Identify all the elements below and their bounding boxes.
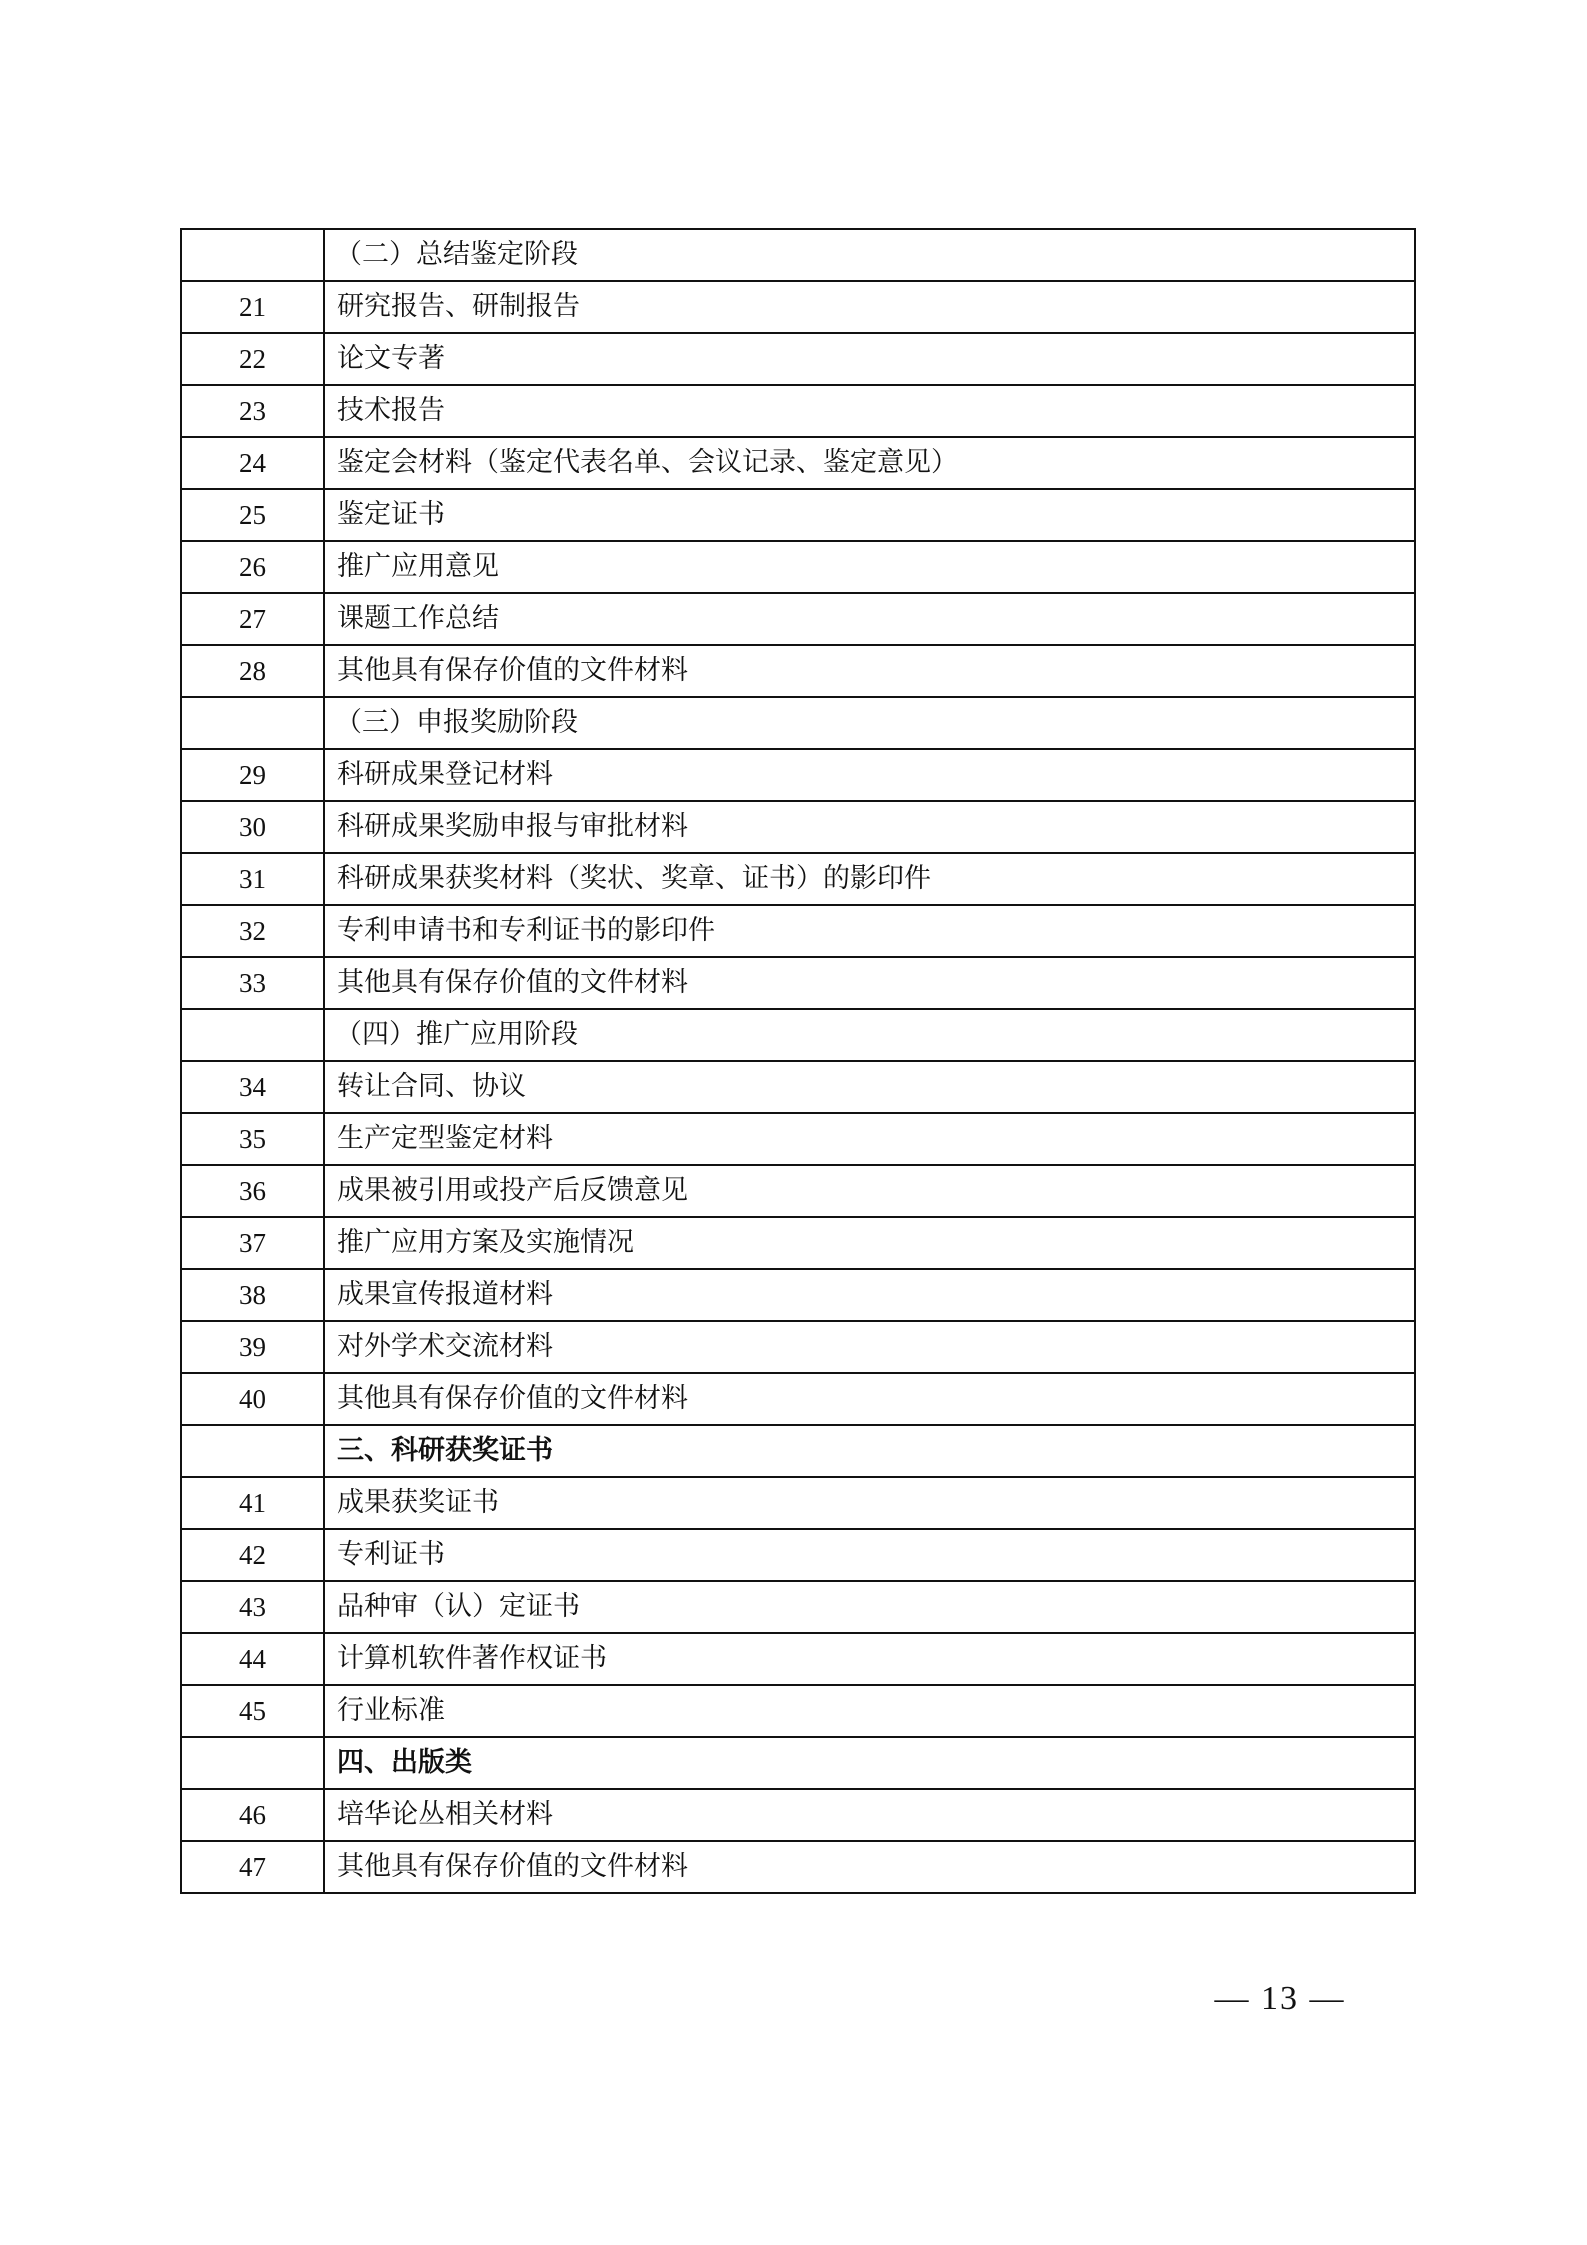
row-number: 35	[181, 1113, 324, 1165]
section-heading: 四、出版类	[324, 1737, 1415, 1789]
table-row	[181, 1269, 1415, 1321]
table-row	[181, 957, 1415, 1009]
table-row	[181, 905, 1415, 957]
subsection-title: （二）总结鉴定阶段	[324, 229, 1415, 281]
table-row	[181, 385, 1415, 437]
row-number: 21	[181, 281, 324, 333]
row-text: 专利证书	[324, 1529, 1415, 1581]
row-number: 29	[181, 749, 324, 801]
subsection-title: （三）申报奖励阶段	[324, 697, 1415, 749]
row-text: 转让合同、协议	[324, 1061, 1415, 1113]
row-number	[181, 1425, 324, 1477]
table-row	[181, 1685, 1415, 1737]
table-row	[181, 541, 1415, 593]
row-number: 31	[181, 853, 324, 905]
row-text: 专利申请书和专利证书的影印件	[324, 905, 1415, 957]
table-row	[181, 645, 1415, 697]
row-text: 鉴定证书	[324, 489, 1415, 541]
table-row	[181, 749, 1415, 801]
row-text: 其他具有保存价值的文件材料	[324, 645, 1415, 697]
row-text: 课题工作总结	[324, 593, 1415, 645]
table-row	[181, 1321, 1415, 1373]
row-number	[181, 1009, 324, 1061]
row-number: 42	[181, 1529, 324, 1581]
row-number: 30	[181, 801, 324, 853]
row-text: 研究报告、研制报告	[324, 281, 1415, 333]
row-text: 其他具有保存价值的文件材料	[324, 957, 1415, 1009]
table-row	[181, 1581, 1415, 1633]
row-text: 对外学术交流材料	[324, 1321, 1415, 1373]
row-text: 计算机软件著作权证书	[324, 1633, 1415, 1685]
row-number: 45	[181, 1685, 324, 1737]
section-heading-row	[181, 1425, 1415, 1477]
table-row	[181, 1529, 1415, 1581]
row-text: 其他具有保存价值的文件材料	[324, 1373, 1415, 1425]
row-number	[181, 229, 324, 281]
table-row	[181, 489, 1415, 541]
row-number: 23	[181, 385, 324, 437]
row-number: 24	[181, 437, 324, 489]
row-number: 40	[181, 1373, 324, 1425]
row-number: 39	[181, 1321, 324, 1373]
row-number	[181, 1737, 324, 1789]
row-number: 25	[181, 489, 324, 541]
row-text: 推广应用意见	[324, 541, 1415, 593]
row-text: 培华论丛相关材料	[324, 1789, 1415, 1841]
subsection-row	[181, 697, 1415, 749]
row-text: 成果被引用或投产后反馈意见	[324, 1165, 1415, 1217]
row-text: 其他具有保存价值的文件材料	[324, 1841, 1415, 1893]
archive-list-table	[180, 228, 1416, 1894]
row-number: 44	[181, 1633, 324, 1685]
row-number: 33	[181, 957, 324, 1009]
table-row	[181, 1165, 1415, 1217]
row-text: 推广应用方案及实施情况	[324, 1217, 1415, 1269]
row-number: 22	[181, 333, 324, 385]
subsection-title: （四）推广应用阶段	[324, 1009, 1415, 1061]
row-number: 46	[181, 1789, 324, 1841]
row-number: 27	[181, 593, 324, 645]
page-number: — 13 —	[1214, 1980, 1346, 2017]
table-row	[181, 853, 1415, 905]
row-number: 36	[181, 1165, 324, 1217]
row-number	[181, 697, 324, 749]
row-number: 28	[181, 645, 324, 697]
table-row	[181, 1789, 1415, 1841]
table-body	[181, 229, 1415, 1893]
table-row	[181, 1633, 1415, 1685]
table-row	[181, 333, 1415, 385]
row-number: 37	[181, 1217, 324, 1269]
table-row	[181, 1373, 1415, 1425]
row-text: 成果获奖证书	[324, 1477, 1415, 1529]
row-text: 科研成果获奖材料（奖状、奖章、证书）的影印件	[324, 853, 1415, 905]
table-row	[181, 1217, 1415, 1269]
row-number: 34	[181, 1061, 324, 1113]
row-number: 43	[181, 1581, 324, 1633]
row-number: 32	[181, 905, 324, 957]
row-text: 科研成果奖励申报与审批材料	[324, 801, 1415, 853]
table-row	[181, 281, 1415, 333]
table-row	[181, 801, 1415, 853]
row-number: 26	[181, 541, 324, 593]
table-row	[181, 437, 1415, 489]
table-row	[181, 593, 1415, 645]
row-text: 科研成果登记材料	[324, 749, 1415, 801]
row-text: 品种审（认）定证书	[324, 1581, 1415, 1633]
section-heading: 三、科研获奖证书	[324, 1425, 1415, 1477]
row-text: 鉴定会材料（鉴定代表名单、会议记录、鉴定意见）	[324, 437, 1415, 489]
row-number: 38	[181, 1269, 324, 1321]
table-row	[181, 1477, 1415, 1529]
row-text: 行业标准	[324, 1685, 1415, 1737]
subsection-row	[181, 229, 1415, 281]
section-heading-row	[181, 1737, 1415, 1789]
table-row	[181, 1061, 1415, 1113]
row-text: 生产定型鉴定材料	[324, 1113, 1415, 1165]
row-text: 技术报告	[324, 385, 1415, 437]
row-number: 47	[181, 1841, 324, 1893]
row-text: 成果宣传报道材料	[324, 1269, 1415, 1321]
table-row	[181, 1841, 1415, 1893]
row-text: 论文专著	[324, 333, 1415, 385]
row-number: 41	[181, 1477, 324, 1529]
table-row	[181, 1113, 1415, 1165]
subsection-row	[181, 1009, 1415, 1061]
